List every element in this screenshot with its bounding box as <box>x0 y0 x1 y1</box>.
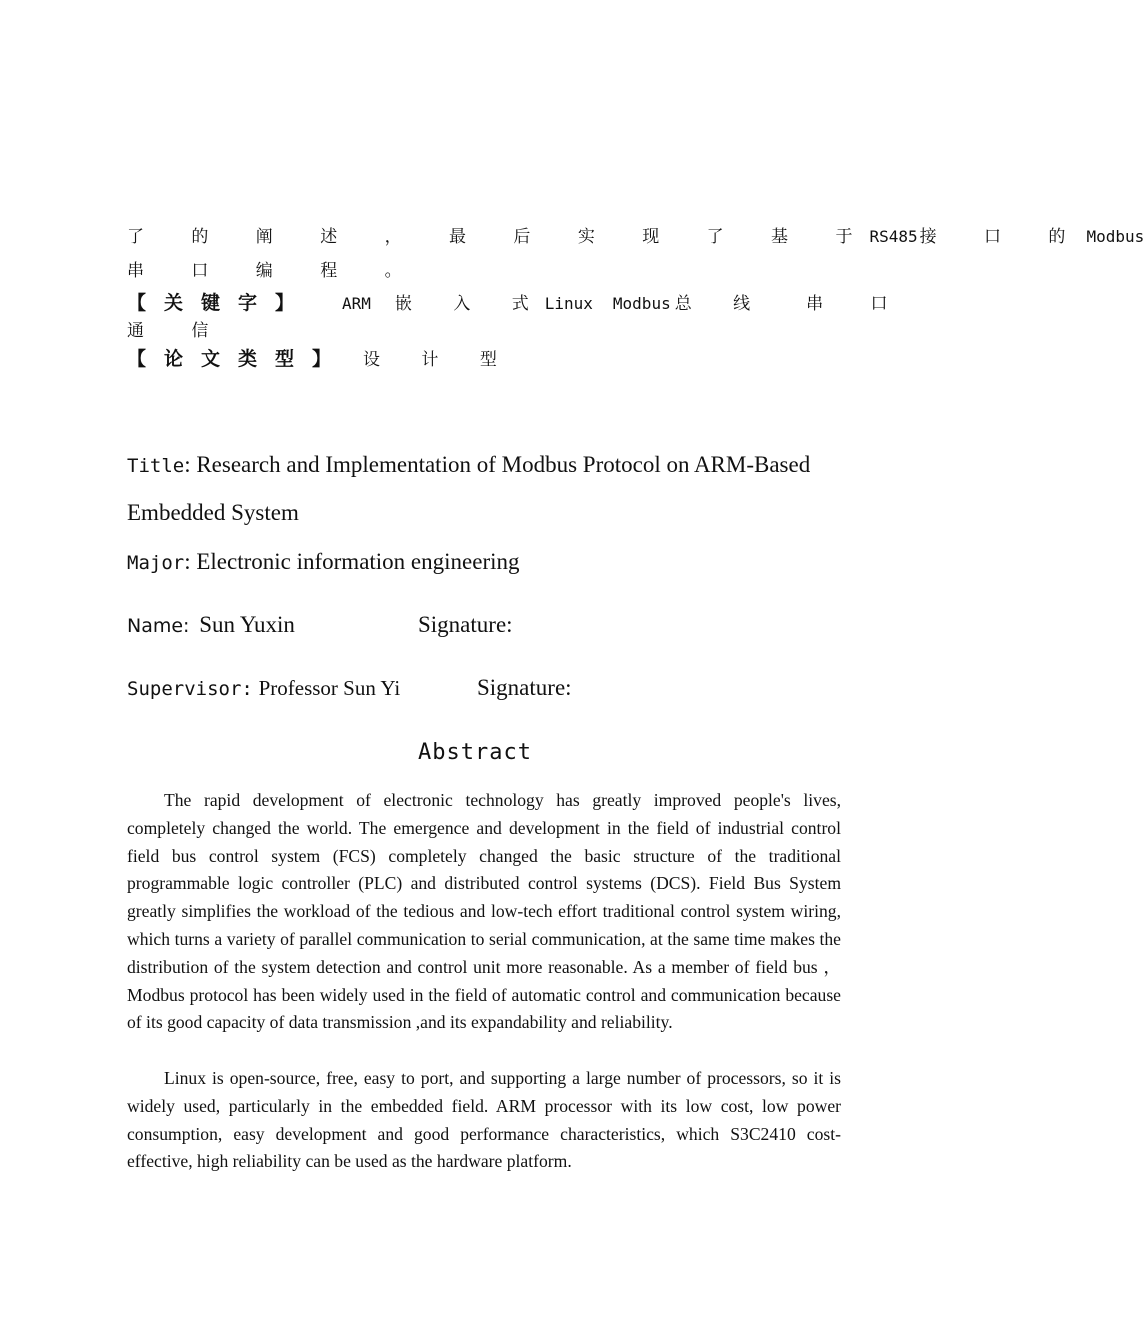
modbus-term: Modbus <box>1086 227 1144 246</box>
paper-type-label: 【论文类型】 <box>127 348 350 370</box>
abstract-paragraph-2: Linux is open-source, free, easy to port, and supporting a large number of processors, so it is widely used, particularly in the embedded field. ARM processor with its low cost, low power consumption, easy development and good performance characteristics, which S3C2410 cost-effective, high reliability can be used as the hardware platform. <box>127 1068 841 1172</box>
keyword-serial: 串 口 <box>806 294 907 314</box>
title-line <box>127 452 810 478</box>
supervisor-line <box>127 675 400 701</box>
name-signature <box>418 612 513 638</box>
title-value-continued: Embedded System <box>127 500 299 525</box>
keyword-embedded: 嵌 入 式 <box>394 294 545 314</box>
name-value: Sun Yuxin <box>199 612 295 637</box>
supervisor-signature-label: Signature: <box>477 675 572 700</box>
abstract-heading: Abstract <box>418 740 532 765</box>
chinese-text: 了 的 阐 述 ， 最 后 实 现 了 基 于 <box>127 227 872 247</box>
keywords-line <box>127 288 907 315</box>
keyword-communication: 通 信 <box>127 321 228 341</box>
chinese-text: 接 口 的 <box>919 227 1085 247</box>
abstract-paragraph-1: The rapid development of electronic technology has greatly improved people's lives, completely changed the world. The emergence and development in the field of industrial control field bus control system (FCS) completely changed the basic structure of the traditional programmable logic controller (PLC) and distributed control systems (DCS). Field Bus System greatly simplifies the workload of the tedious and low-tech effort traditional control system wiring, which turns a variety of parallel communication to serial communication, at the same time makes the distribution of the system detection and control unit more reasonable. As a member of field bus ， Modbus protocol has been widely used in the field of automatic control and communication because of its good capacity of data transmission ,and its expandability and reliability. <box>127 790 841 1033</box>
keywords-line-2 <box>127 316 827 341</box>
paper-type-value: 设 计 型 <box>363 350 513 370</box>
paper-type-line <box>127 344 827 371</box>
title-value: : Research and Implementation of Modbus Protocol on ARM-Based <box>184 452 811 477</box>
name-label: Name: <box>127 615 190 637</box>
name-signature-label: Signature: <box>418 612 513 637</box>
supervisor-label: Supervisor: <box>127 678 253 700</box>
name-line <box>127 612 295 638</box>
supervisor-signature <box>477 675 572 701</box>
chinese-text: 串 口 编 程 。 <box>127 261 421 281</box>
supervisor-value: Professor Sun Yi <box>258 676 401 700</box>
rs485-term: RS485 <box>869 227 918 246</box>
major-value: : Electronic information engineering <box>184 549 520 574</box>
keyword-arm: ARM <box>342 294 371 313</box>
major-line <box>127 549 520 575</box>
keyword-modbus: Modbus <box>612 294 671 313</box>
keyword-bus: 总 线 <box>674 294 767 314</box>
title-line-2 <box>127 500 299 526</box>
major-label: Major <box>127 552 185 574</box>
keywords-label: 【关键字】 <box>127 292 313 314</box>
chinese-abstract-line-2 <box>127 256 827 281</box>
title-label: Title <box>127 455 185 477</box>
keyword-linux: Linux <box>544 294 593 313</box>
chinese-abstract-line-1 <box>127 222 1144 247</box>
